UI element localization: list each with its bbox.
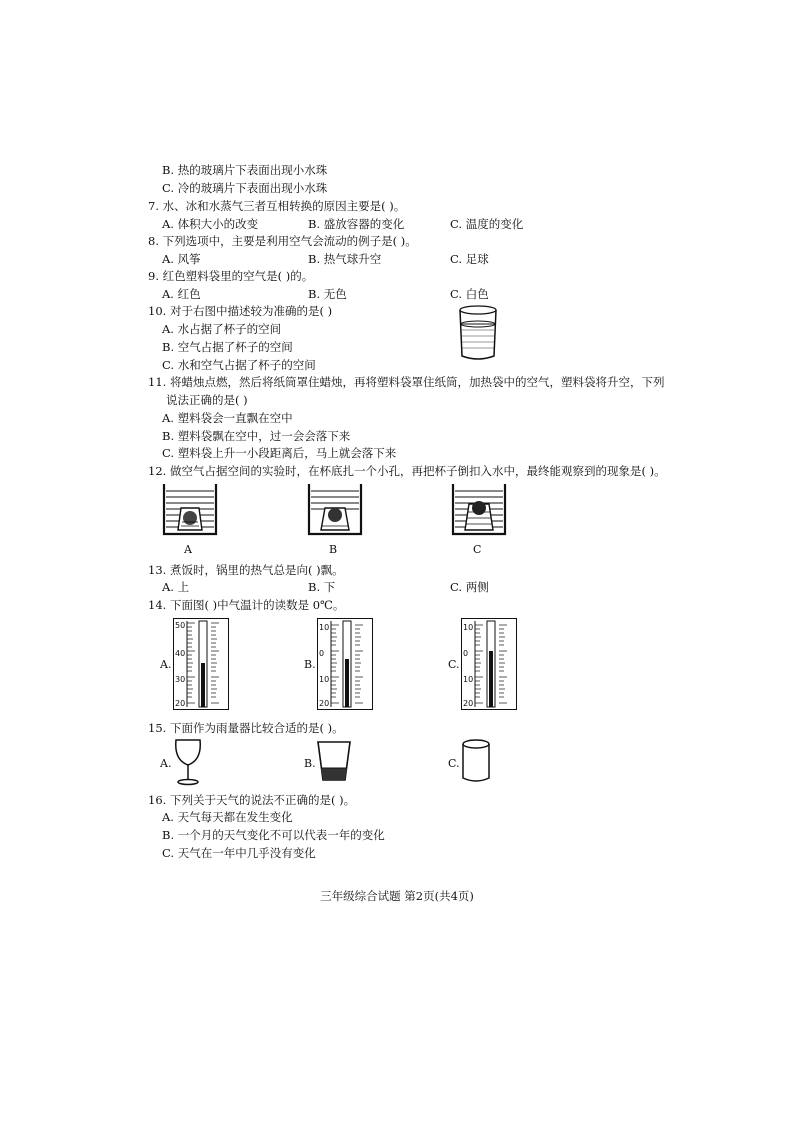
thermometer-b-tick-minus10: 10 — [319, 675, 330, 684]
q13-option-c: C. 两侧 — [450, 580, 489, 594]
q8-option-c: C. 足球 — [450, 252, 489, 266]
thermometer-b-tick-10: 10 — [319, 623, 330, 632]
q10-option-a: A. 水占据了杯子的空间 — [162, 322, 282, 336]
q14-label-c: C. — [448, 658, 460, 671]
q10-option-b: B. 空气占据了杯子的空间 — [162, 340, 293, 354]
q11-option-b: B. 塑料袋飘在空中，过一会会落下来 — [162, 429, 351, 443]
cylinder-cup-figure — [460, 738, 492, 784]
q11-stem-continued: 说法正确的是( ) — [166, 393, 248, 407]
thermometer-b-tick-minus20: 20 — [319, 699, 330, 708]
q12-stem: 12. 做空气占据空间的实验时，在杯底扎一个小孔，再把杯子倒扣入水中，最终能观察到的现象是( )。 — [148, 464, 666, 478]
q15-stem: 15. 下面作为雨量器比较合适的是( )。 — [148, 721, 344, 735]
thermometer-b — [317, 618, 373, 710]
beaker-figure-c — [449, 482, 509, 538]
thermometer-c-tick-0: 0 — [463, 649, 469, 658]
q9-option-c: C. 白色 — [450, 287, 489, 301]
thermometer-b-tick-0: 0 — [319, 649, 325, 658]
q16-option-b: B. 一个月的天气变化不可以代表一年的变化 — [162, 828, 385, 842]
q15-label-c: C. — [448, 757, 460, 770]
q13-option-b: B. 下 — [308, 580, 336, 594]
thermometer-a-tick-40: 40 — [175, 649, 186, 658]
wine-glass-figure — [172, 738, 204, 786]
q10-option-c: C. 水和空气占据了杯子的空间 — [162, 358, 316, 372]
glass-of-water-figure — [456, 304, 500, 362]
q14-label-a: A. — [160, 658, 172, 671]
q16-option-c: C. 天气在一年中几乎没有变化 — [162, 846, 316, 860]
q8-stem: 8. 下列选项中，主要是利用空气会流动的例子是( )。 — [148, 234, 417, 248]
thermometer-c-tick-10: 10 — [463, 623, 474, 632]
thermometer-c-tick-minus20: 20 — [463, 699, 474, 708]
q7-option-a: A. 体积大小的改变 — [162, 217, 259, 231]
q16-option-a: A. 天气每天都在发生变化 — [162, 810, 293, 824]
q13-option-a: A. 上 — [162, 580, 190, 594]
q9-option-b: B. 无色 — [308, 287, 347, 301]
q6-option-b: B. 热的玻璃片下表面出现小水珠 — [162, 163, 328, 177]
q14-stem: 14. 下面图( )中气温计的读数是 0℃。 — [148, 598, 345, 612]
thermometer-a-tick-20: 20 — [175, 699, 186, 708]
thermometer-a-tick-30: 30 — [175, 675, 186, 684]
tapered-cup-figure — [316, 740, 352, 784]
q11-stem: 11. 将蜡烛点燃，然后将纸筒罩住蜡烛，再将塑料袋罩住纸筒，加热袋中的空气，塑料袋将升空，下列 — [148, 375, 665, 389]
thermometer-a — [173, 618, 229, 710]
q12-label-c: C — [473, 543, 482, 556]
thermometer-c-tick-minus10: 10 — [463, 675, 474, 684]
q11-option-c: C. 塑料袋上升一小段距离后，马上就会落下来 — [162, 446, 397, 460]
q9-option-a: A. 红色 — [162, 287, 201, 301]
q9-stem: 9. 红色塑料袋里的空气是( )的。 — [148, 269, 314, 283]
q10-stem: 10. 对于右图中描述较为准确的是( ) — [148, 304, 333, 318]
q8-option-a: A. 风筝 — [162, 252, 201, 266]
q7-option-c: C. 温度的变化 — [450, 217, 524, 231]
q13-stem: 13. 煮饭时，锅里的热气总是向( )飘。 — [148, 563, 344, 577]
thermometer-c — [461, 618, 517, 710]
q15-label-a: A. — [160, 757, 172, 770]
q14-label-b: B. — [304, 658, 316, 671]
thermometer-a-tick-50: 50 — [175, 621, 186, 630]
q7-stem: 7. 水、冰和水蒸气三者互相转换的原因主要是( )。 — [148, 199, 406, 213]
q15-label-b: B. — [304, 757, 316, 770]
q8-option-b: B. 热气球升空 — [308, 252, 382, 266]
q7-option-b: B. 盛放容器的变化 — [308, 217, 405, 231]
q12-label-b: B — [329, 543, 338, 556]
page-footer: 三年级综合试题 第2页(共4页) — [320, 889, 474, 903]
q11-option-a: A. 塑料袋会一直飘在空中 — [162, 411, 293, 425]
q6-option-c: C. 冷的玻璃片下表面出现小水珠 — [162, 181, 328, 195]
q12-label-a: A — [184, 543, 192, 556]
q16-stem: 16. 下列关于天气的说法不正确的是( )。 — [148, 793, 356, 807]
beaker-figure-b — [305, 482, 365, 538]
beaker-figure-a — [160, 482, 220, 538]
